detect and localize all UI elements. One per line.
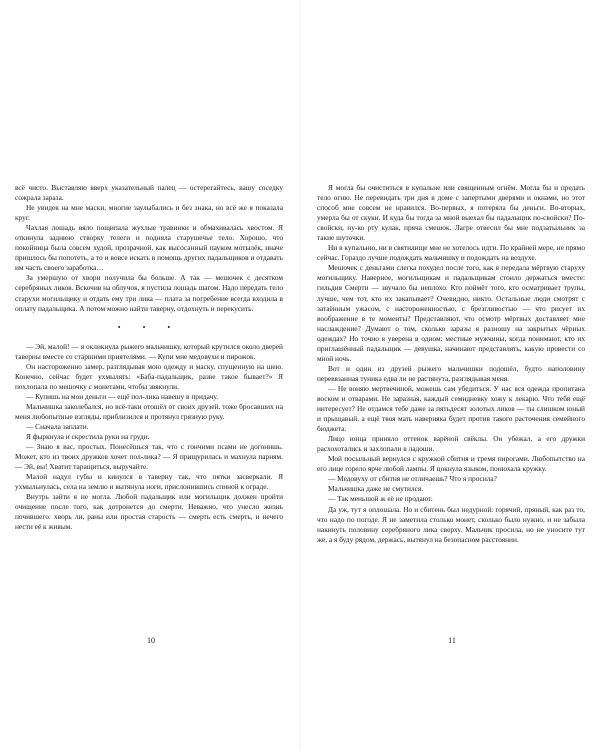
paragraph: Чахлая лошадь вяло пощипала жухлые травинки и обмахивалась хвостом. Я откинула заднюю створку телеги и подняла старушечье тело. Хорошо, что покойница была совсем худой, прозрачной, как высосанный пауком мотылёк, иначе пришлось бы попотеть, а то и вовсе искать в помощь других падальщиков и отдавать им часть своего заработка… bbox=[15, 223, 283, 273]
paragraph: — Медовуху от сбитня не отличаешь? Что я просила? bbox=[328, 474, 497, 484]
paragraph: Мальчишка даже не смутился. bbox=[328, 484, 424, 494]
right-page-number: 11 bbox=[448, 636, 456, 645]
book-gutter bbox=[299, 0, 301, 750]
section-break: • • • bbox=[117, 322, 181, 332]
paragraph: Не увидев на мне маски, многие заулыбались и без знака, но всё же я показала круг. bbox=[15, 203, 283, 223]
paragraph: Мой посыльный вернулся с кружкой сбитня и тремя пирогами. Любопытство на его лице горело ярче любой лампы. Я цокнула языком, понюхала кружку. bbox=[317, 454, 585, 474]
paragraph: — Сначала заплати. bbox=[26, 421, 89, 431]
paragraph: Я могла бы очиститься в купальне или священным огнём. Могла бы и предать тело огню. Не перевидать три дня в доме с запертыми дверями и окнами, но этот способ мне совсем не нравился. Во-первых, я потеряла бы деньги. Во-вторых, умерла бы от скуки. И куда бы тогда за мной выехал бы падальщик по-свойски? По-свойски, ну-ко рту кулак, пряча смешок. Лагре отвесил бы мне подзатыльник за такие шуточки. bbox=[317, 183, 585, 243]
paragraph: Мешочек с деньгами слегка похудел после того, как я передала мёртвую старуху могильщику. Наверное, могильщикам и падальщикам стоило держаться вместе: гильдия Смерти — звучало бы неплохо. Кто поймёт того, кто осматривает трупы, лучше, чем тот, кто их закапывает? Очевидно, никто. Остальные люди смотрят с затаённым ужасом, с настороженностью, с брезгливостью — что рисует их воображение в те моменты? Представляют, что осмотр мёртвых доставляет мне наслаждение? Думают о том, сколько заразы я разношу на закрытых чёрных одеждах? Но точно я уверена в одном: местные мужчины, когда понимают, кто их приглашённый падальщик — девушка, начинают представлять, какую провести со мной ночь. bbox=[317, 263, 585, 363]
paragraph: Лицо юнца приняло оттенок варёной свёклы. Он убежал, а его дружки расхохотались и захлопали в ладоши. bbox=[317, 434, 585, 454]
paragraph: — Так меньшой ж её не продают. bbox=[328, 494, 433, 504]
right-page bbox=[317, 183, 585, 545]
paragraph: Ни в купальню, ни в святилище мне не хотелось идти. По крайней мере, не прямо сейчас. Гораздо лучше подождать мальчишку и подождать на воздухе. bbox=[317, 243, 585, 263]
paragraph: Он настороженно замер, разглядывая мою одежду и маску, спущенную на шею. Конечно, сейчас будет ухмылять: «Баба-падальщик, разве такое бывает?» Я похлопала по мешочку с монетами, чтобы звякнули. bbox=[15, 361, 283, 391]
paragraph: — Не воняю мертвечиной, можешь сам убедиться. У нас вся одежда пропитана воском и отварами. Не заразная, каждый семидневку хожу к лекарю. Что тебя ещё интересует? Не отдамся тебе даже за пятьдесят золотых ликов — ты слишком юный и прыщавый, а ещё твоя мать наверняка будет против такого расточения семейного бюджета. bbox=[317, 383, 585, 434]
paragraph: Внутрь зайти я не могла. Любой падальщик или могильщик должен пройти очищение после того, как дотронется до смерти. Неважно, что унесло жизнь почившего: хворь ли, раны или простая старость — смерть есть смерть, и нечего нести её к живым. bbox=[15, 492, 283, 532]
paragraph: Да уж, тут я оплошала. Но и сбитень был недурной: горячий, пряный, как раз то, что надо по погоде. Я не заметила столько монет, сколько было нужно, и не забыла накинуть половину серебряного лика сверху. Мальчик просила, но не уносите тут же, а я буду рядом, держась, вытянул на безопасном расстоянии. bbox=[317, 504, 585, 544]
paragraph: За умершую от хвори получила бы больше. А так — мешочек с десятком серебряных ликов. Вскочив на облучок, я пустила лошадь шагом. Надо передать тело старухи могильщику и отдать ему три лика — плата за погребение всегда входила в оплату падальщика. А потом можно найти таверну, отдохнуть и перекусить. bbox=[15, 273, 283, 313]
paragraph: Мальчишка заколебался, но всё-таки отошёл от своих друзей, тоже бросавших на меня любопытные взгляды, приблизился и протянул грязную руку. bbox=[15, 401, 283, 421]
paragraph: — Знаю я вас, простых. Понесёшься так, что с гончими псами не догонишь. Может, кто из твоих дружков хочет пол-лика? — Я прищурилась и махнула парням. — Эй, вы! Хватит таращиться, выручайте. bbox=[15, 442, 283, 472]
paragraph: — Купишь на мои деньги — ещё пол-лика навешу в придачу. bbox=[26, 391, 219, 401]
paragraph: всё чисто. Выставляю вверх указательный палец — остерегайтесь, вашу соседку сожрала зараза. bbox=[15, 183, 283, 203]
left-page bbox=[15, 183, 283, 533]
paragraph: Я фыркнула и скрестила руки на груди. bbox=[26, 432, 150, 442]
paragraph: Малой надул губы и кинулся в таверну так, что пятки засверкали. Я ухмыльнулась, села на землю и вытянула ноги, прислонившись спиной к ограде. bbox=[15, 472, 283, 492]
paragraph: — Эй, малой! — я окликнула рыжего мальчишку, который крутился около дверей таверны вместе со старшими приятелями. — Купи мне медовухи и пирожок. bbox=[15, 341, 283, 361]
paragraph: Вот и один из друзей рыжего мальчишки подошёл, будто наполовину перевязанная туника едва ли не растянута, разглядывая меня. bbox=[317, 363, 585, 383]
left-page-number: 10 bbox=[147, 636, 155, 645]
